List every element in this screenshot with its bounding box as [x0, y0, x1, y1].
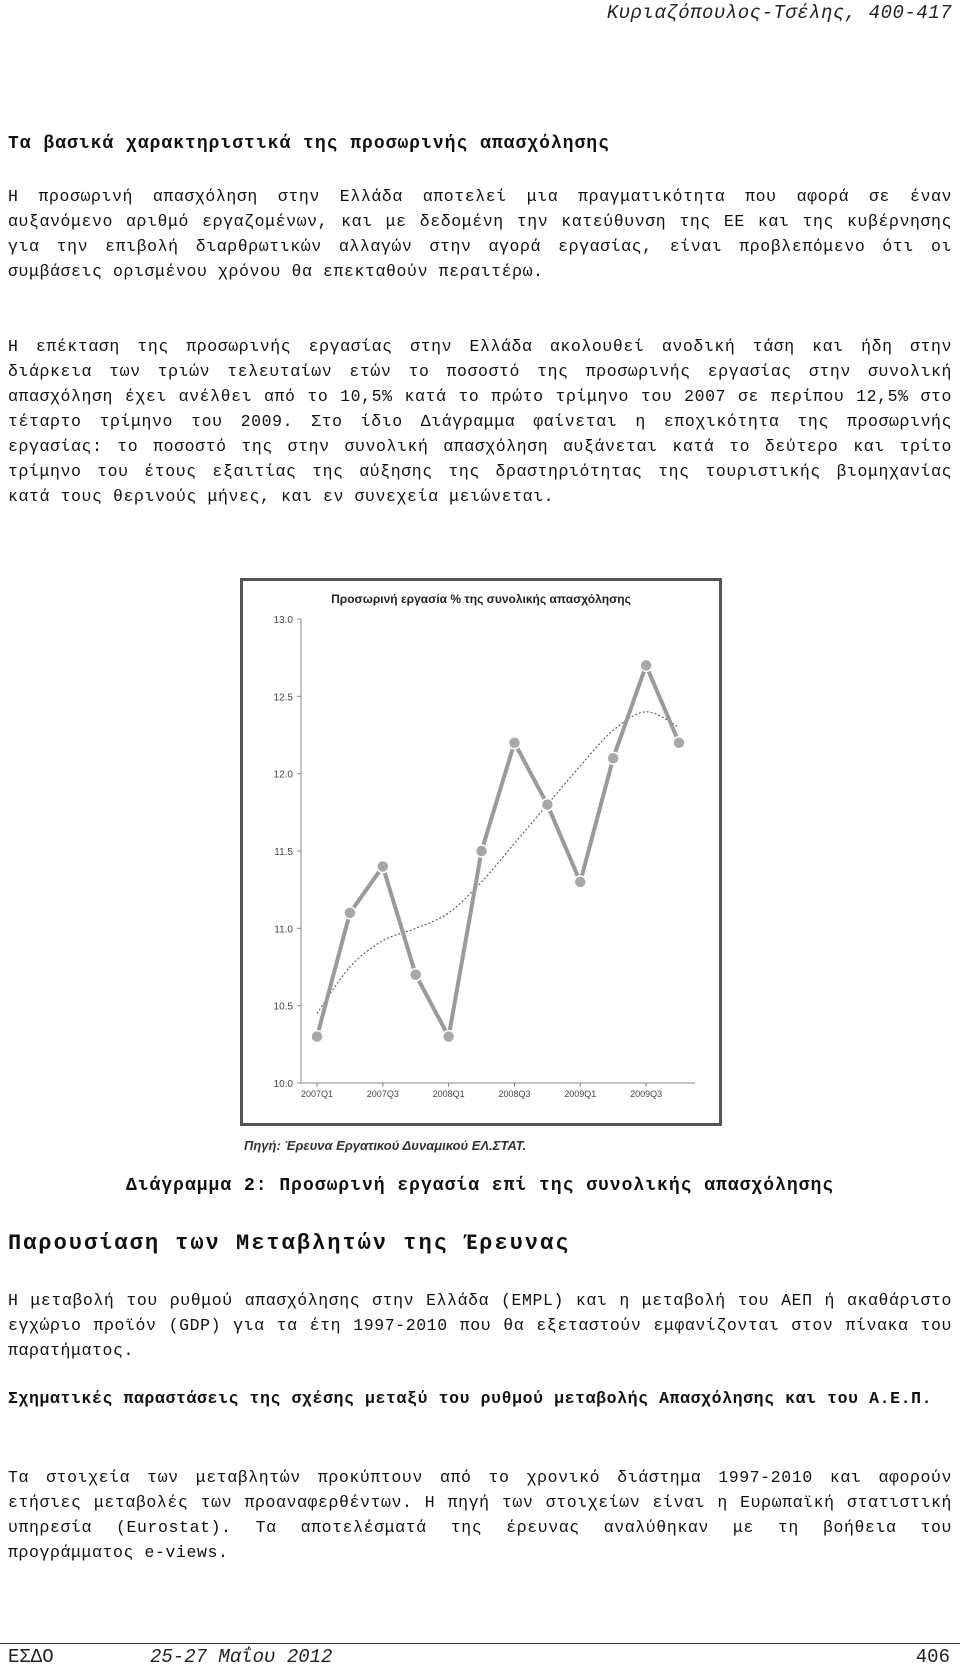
y-tick-label: 10.0 — [273, 1079, 293, 1090]
figure-chart-frame — [240, 578, 722, 1126]
paragraph-variables: Η μεταβολή του ρυθμού απασχόλησης στην Ελλάδα (EMPL) και η μεταβολή του ΑΕΠ ή ακαθάριστο εγχώριο προϊόν (GDP) για τα έτη 1997-2010 που θα εξεταστούν εμφανίζονται στον πίνακα του παρατήματος. — [8, 1291, 952, 1360]
x-axis — [301, 1083, 695, 1099]
subheading-relation: Σχηματικές παραστάσεις της σχέσης μεταξύ του ρυθμού μεταβολής Απασχόλησης και του Α.Ε.Π. — [8, 1389, 933, 1408]
y-tick-label: 10.5 — [273, 1001, 293, 1013]
data-point-2007Q4 — [410, 969, 422, 981]
x-tick-label: 2008Q1 — [432, 1089, 465, 1099]
page-number: 406 — [915, 1646, 950, 1668]
x-tick-label: 2008Q3 — [498, 1089, 531, 1099]
data-point-2008Q2 — [476, 845, 488, 857]
data-point-2007Q3 — [377, 860, 389, 872]
footer-date: 25-27 Μαΐου 2012 — [150, 1646, 333, 1668]
x-tick-label: 2009Q3 — [630, 1089, 663, 1099]
data-point-2008Q3 — [508, 737, 520, 749]
series-polyline — [317, 665, 679, 1036]
data-point-2009Q1 — [574, 876, 586, 888]
data-point-2008Q1 — [443, 1031, 455, 1043]
paragraph-data-source: Τα στοιχεία των μεταβλητών προκύπτουν από το χρονικό διάστημα 1997-2010 και αφορούν ετήσιες μεταβολές των προαναφερθέντων. Η πηγή των στοιχείων είναι η Ευρωπαϊκή στατιστική υπηρεσία (Eurostat). Τα αποτελέσματά της έρευνας αναλύθηκαν με τη βοήθεια του προγράμματος e-views. — [8, 1468, 952, 1562]
figure-caption: Διάγραμμα 2: Προσωρινή εργασία επί της συνολικής απασχόλησης — [125, 1176, 835, 1196]
y-axis — [274, 615, 301, 1090]
y-tick-label: 12.0 — [273, 769, 293, 781]
data-point-2007Q1 — [311, 1031, 323, 1043]
section-heading-temporary-employment: Τα βασικά χαρακτηριστικά της προσωρινής απασχόλησης — [8, 134, 610, 154]
x-tick-label: 2009Q1 — [564, 1089, 597, 1099]
data-point-2008Q4 — [541, 799, 553, 811]
paragraph-intro: Η προσωρινή απασχόληση στην Ελλάδα αποτελεί μια πραγματικότητα που αφορά σε έναν αυξανόμενο αριθμό εργαζομένων, και με δεδομένη την κατεύθυνση της ΕΕ και της κυβέρνησης για την επιβολή διαρθρωτικών αλλαγών στην αγορά εργασίας, είναι προβλεπόμενο ότι οι συμβάσεις ορισμένου χρόνου θα επεκταθούν περαιτέρω. — [8, 187, 952, 281]
running-header: Κυριαζόπουλος-Τσέλης, 400-417 — [606, 2, 952, 24]
series-line — [317, 665, 679, 1036]
figure-source: Πηγή: Έρευνα Εργατικού Δυναμικού ΕΛ.ΣΤΑΤ. — [244, 1138, 527, 1153]
paragraph-trend: Η επέκταση της προσωρινής εργασίας στην Ελλάδα ακολουθεί ανοδική τάση και ήδη στην διάρκεια των τριών τελευταίων ετών το ποσοστό της προσωρινής εργασίας στην συνολική απασχόληση έχει ανέλθει από το 10,5% κατά το πρώτο τρίμηνο του 2007 σε περίπου 12,5% στο τέταρτο τρίμηνο του 2009. Στο ίδιο Διάγραμμα φαίνεται η εποχικότητα της προσωρινής εργασίας: το ποσοστό της στην συνολική απασχόληση αυξάνεται κατά το δεύτερο και τρίτο τρίμηνο του έτους εξαιτίας της αύξησης της δραστηριότητας της τουριστικής βιομηχανίας κατά τους θερινούς μήνες, και εν συνεχεία μειώνεται. — [8, 337, 952, 506]
trend-curve — [317, 712, 679, 1014]
chart-title: Προσωρινή εργασία % της συνολικής απασχόλησης — [331, 592, 631, 606]
data-point-2009Q3 — [640, 659, 652, 671]
y-tick-label: 13.0 — [273, 615, 293, 626]
data-point-2009Q2 — [607, 752, 619, 764]
y-tick-label: 12.5 — [273, 692, 293, 704]
y-tick-label: 11.0 — [274, 924, 293, 936]
data-point-2009Q4 — [673, 737, 685, 749]
data-point-2007Q2 — [344, 907, 356, 919]
trend-line — [317, 712, 679, 1014]
temporary-employment-chart — [243, 581, 719, 1123]
x-tick-label: 2007Q3 — [366, 1089, 399, 1099]
y-tick-label: 11.5 — [274, 847, 293, 858]
x-tick-label: 2007Q1 — [300, 1089, 334, 1099]
section-heading-variables: Παρουσίαση των Μεταβλητών της Έρευνας — [8, 1231, 571, 1256]
page-footer — [0, 1643, 960, 1668]
footer-journal: ΕΣΔΟ — [8, 1646, 54, 1668]
